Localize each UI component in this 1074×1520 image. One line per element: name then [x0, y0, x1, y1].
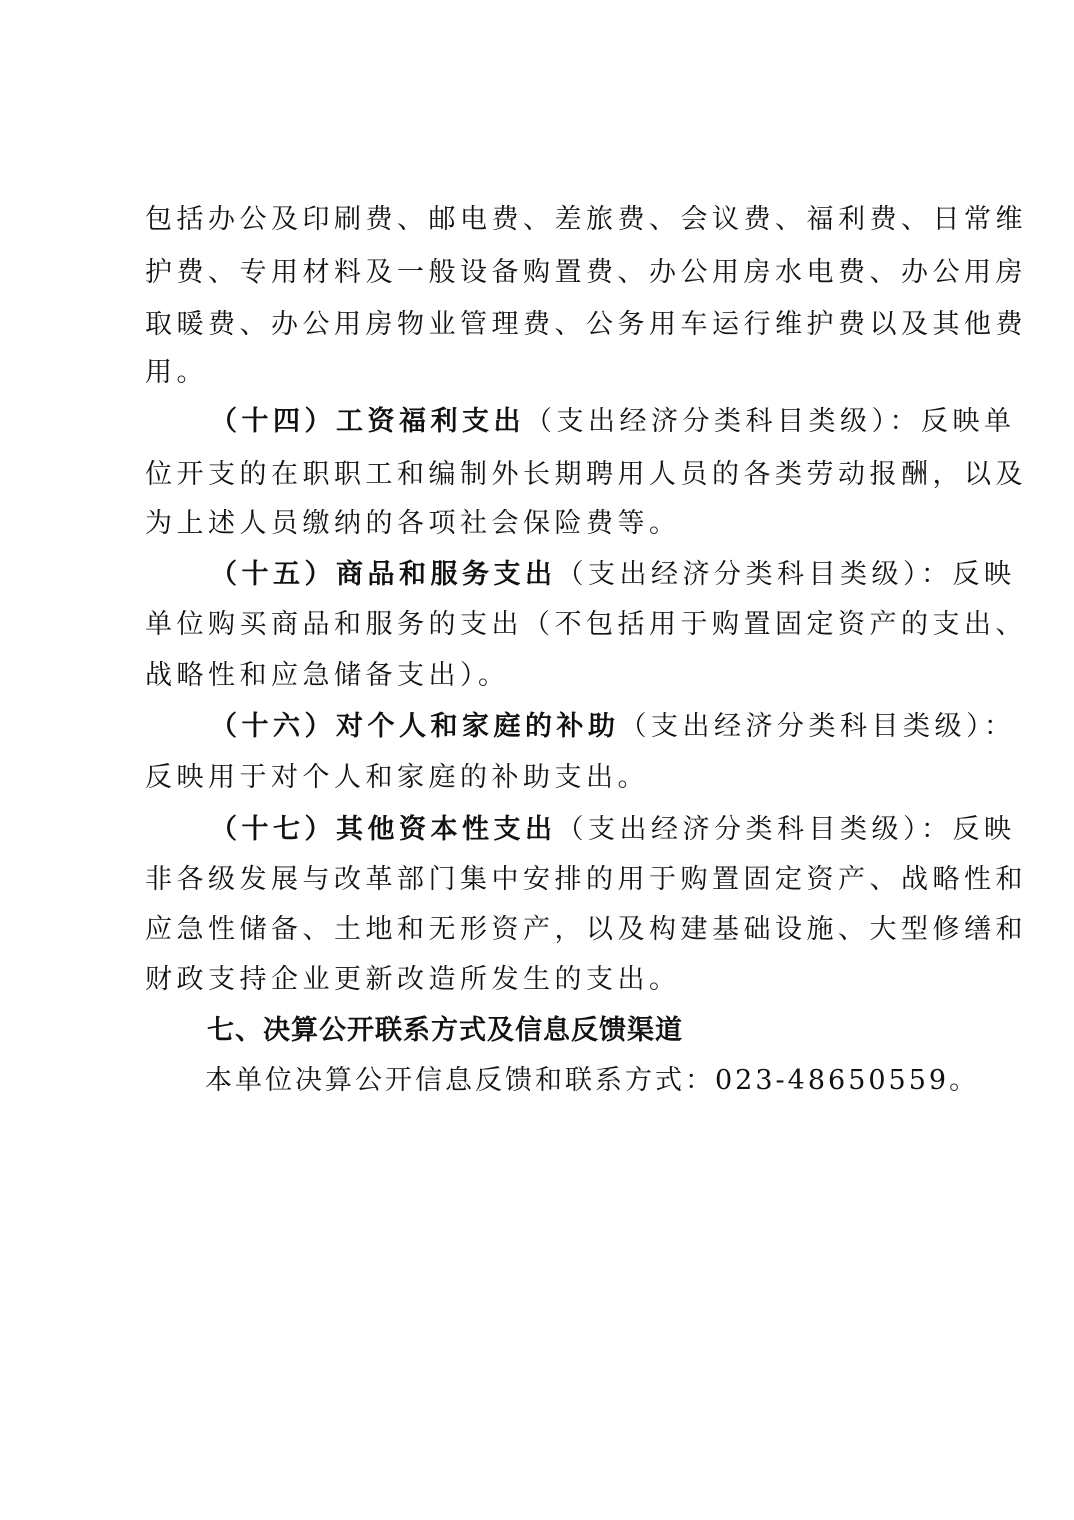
item-15-term: （十五）商品和服务支出 — [210, 559, 557, 590]
text-line: 非各级发展与改革部门集中安排的用于购置固定资产、战略性和 — [145, 864, 1027, 895]
item-14-rest: （支出经济分类科目类级）：反映单 — [525, 406, 1016, 437]
item-17-first-line — [210, 812, 1016, 848]
section-heading: 七、决算公开联系方式及信息反馈渠道 — [207, 1015, 683, 1046]
item-14-term: （十四）工资福利支出 — [210, 406, 525, 437]
item-17-rest: （支出经济分类科目类级）：反映 — [556, 814, 1016, 845]
item-16-rest: （支出经济分类科目类级）： — [619, 711, 1016, 742]
item-15-first-line — [210, 557, 1016, 593]
item-16-first-line — [210, 709, 1016, 745]
text-line: 位开支的在职职工和编制外长期聘用人员的各类劳动报酬，以及 — [145, 459, 1027, 490]
text-line: 财政支持企业更新改造所发生的支出。 — [145, 964, 681, 995]
item-16-term: （十六）对个人和家庭的补助 — [210, 711, 620, 742]
text-line: 取暖费、办公用房物业管理费、公务用车运行维护费以及其他费 — [145, 309, 1027, 340]
item-14-first-line — [210, 404, 1016, 440]
text-line: 护费、专用材料及一般设备购置费、办公用房水电费、办公用房 — [145, 257, 1027, 288]
text-line: 单位购买商品和服务的支出（不包括用于购置固定资产的支出、 — [145, 609, 1027, 640]
text-line: 应急性储备、土地和无形资产，以及构建基础设施、大型修缮和 — [145, 914, 1027, 945]
item-17-term: （十七）其他资本性支出 — [210, 814, 557, 845]
text-line: 用。 — [145, 357, 208, 388]
contact-info: 本单位决算公开信息反馈和联系方式：023-48650559。 — [205, 1065, 980, 1096]
text-line: 反映用于对个人和家庭的补助支出。 — [145, 762, 649, 793]
item-15-rest: （支出经济分类科目类级）：反映 — [556, 559, 1016, 590]
text-line: 战略性和应急储备支出）。 — [145, 660, 510, 691]
text-line: 为上述人员缴纳的各项社会保险费等。 — [145, 508, 681, 539]
text-line: 包括办公及印刷费、邮电费、差旅费、会议费、福利费、日常维 — [145, 204, 1027, 235]
